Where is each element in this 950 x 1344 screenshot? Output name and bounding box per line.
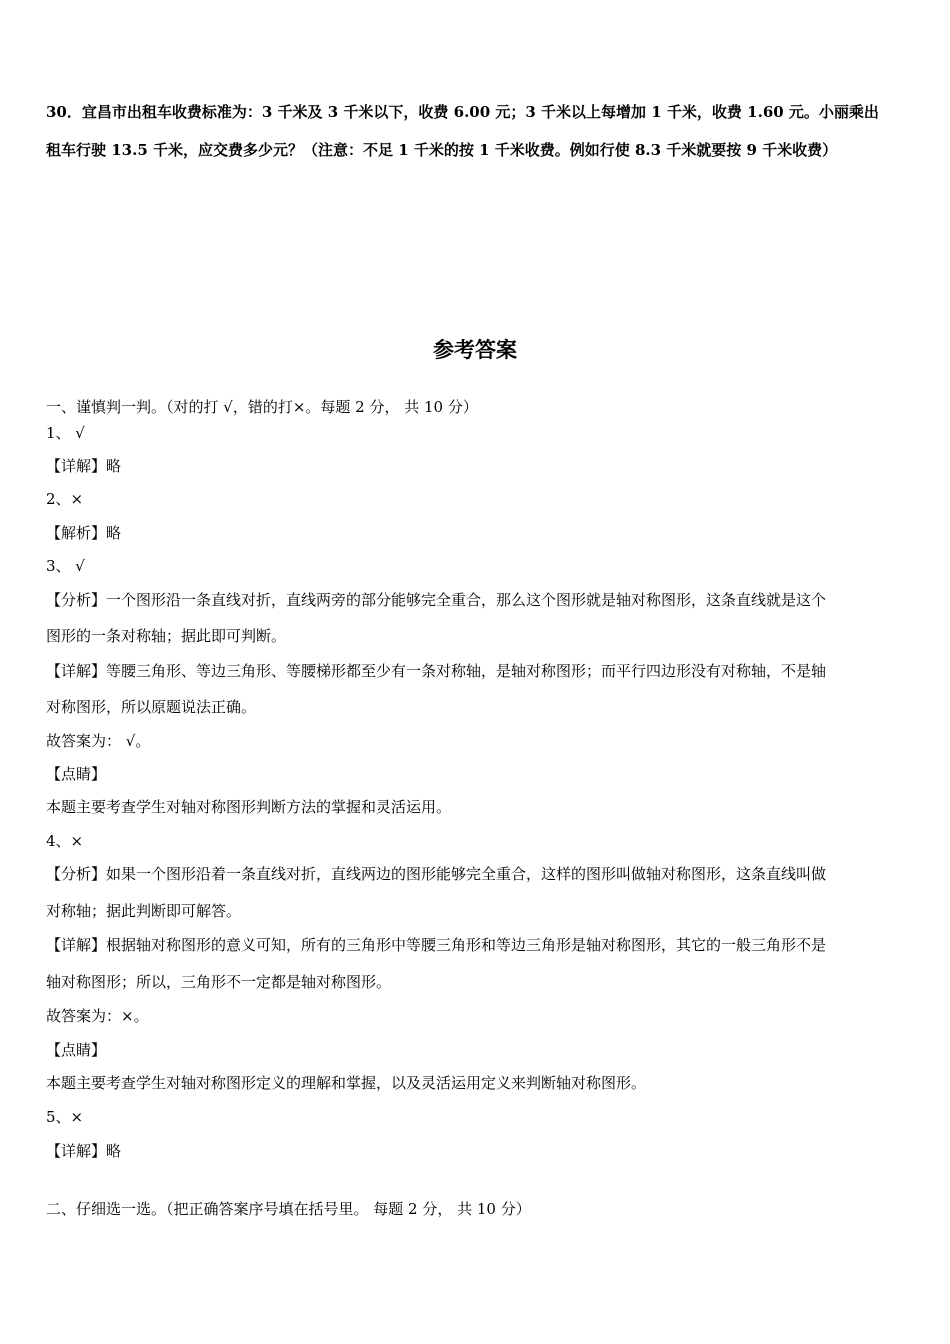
answers-title: 参考答案 bbox=[433, 338, 517, 362]
answer-4-detail-2: 轴对称图形；所以，三角形不一定都是轴对称图形。 bbox=[46, 973, 392, 991]
question-30-line-2: 租车行驶 13.5 千米，应交费多少元？（注意：不足 1 千米的按 1 千米收费。例如行使 8.3 千米就要按 9 千米收费） bbox=[46, 141, 838, 159]
answer-1-mark: 1、 √ bbox=[46, 424, 85, 442]
answer-2-mark: 2、× bbox=[46, 490, 84, 508]
answer-5-mark: 5、× bbox=[46, 1108, 84, 1126]
answer-4-comment: 本题主要考查学生对轴对称图形定义的理解和掌握，以及灵活运用定义来判断轴对称图形。 bbox=[46, 1074, 647, 1092]
section-2-heading: 二、仔细选一选。（把正确答案序号填在括号里。 每题 2 分， 共 10 分） bbox=[46, 1200, 531, 1218]
answer-3-comment: 本题主要考查学生对轴对称图形判断方法的掌握和灵活运用。 bbox=[46, 798, 452, 816]
answer-3-detail-1: 【详解】等腰三角形、等边三角形、等腰梯形都至少有一条对称轴，是轴对称图形；而平行四边形没有对称轴，不是轴 bbox=[46, 662, 827, 680]
section-1-heading: 一、谨慎判一判。（对的打 √，错的打×。每题 2 分， 共 10 分） bbox=[46, 398, 478, 416]
answer-4-analysis-2: 对称轴；据此判断即可解答。 bbox=[46, 902, 242, 920]
question-30-line-1: 30．宜昌市出租车收费标准为：3 千米及 3 千米以下，收费 6.00 元；3 千米以上每增加 1 千米，收费 1.60 元。小丽乘出 bbox=[46, 103, 879, 121]
answer-4-detail-1: 【详解】根据轴对称图形的意义可知，所有的三角形中等腰三角形和等边三角形是轴对称图形，其它的一般三角形不是 bbox=[46, 936, 827, 954]
answer-3-conclusion: 故答案为： √。 bbox=[46, 732, 151, 750]
answer-4-comment-label: 【点睛】 bbox=[46, 1041, 107, 1059]
answer-3-comment-label: 【点睛】 bbox=[46, 765, 107, 783]
answer-2-detail: 【解析】略 bbox=[46, 524, 122, 542]
answer-5-detail: 【详解】略 bbox=[46, 1142, 122, 1160]
answer-1-detail: 【详解】略 bbox=[46, 457, 122, 475]
answer-3-detail-2: 对称图形，所以原题说法正确。 bbox=[46, 698, 257, 716]
answer-3-analysis-1: 【分析】一个图形沿一条直线对折，直线两旁的部分能够完全重合，那么这个图形就是轴对称图形，这条直线就是这个 bbox=[46, 591, 827, 609]
answer-3-mark: 3、 √ bbox=[46, 557, 85, 575]
answer-4-analysis-1: 【分析】如果一个图形沿着一条直线对折，直线两边的图形能够完全重合，这样的图形叫做轴对称图形，这条直线叫做 bbox=[46, 865, 827, 883]
answer-4-conclusion: 故答案为：×。 bbox=[46, 1007, 149, 1025]
answer-3-analysis-2: 图形的一条对称轴；据此即可判断。 bbox=[46, 627, 287, 645]
answer-4-mark: 4、× bbox=[46, 832, 84, 850]
